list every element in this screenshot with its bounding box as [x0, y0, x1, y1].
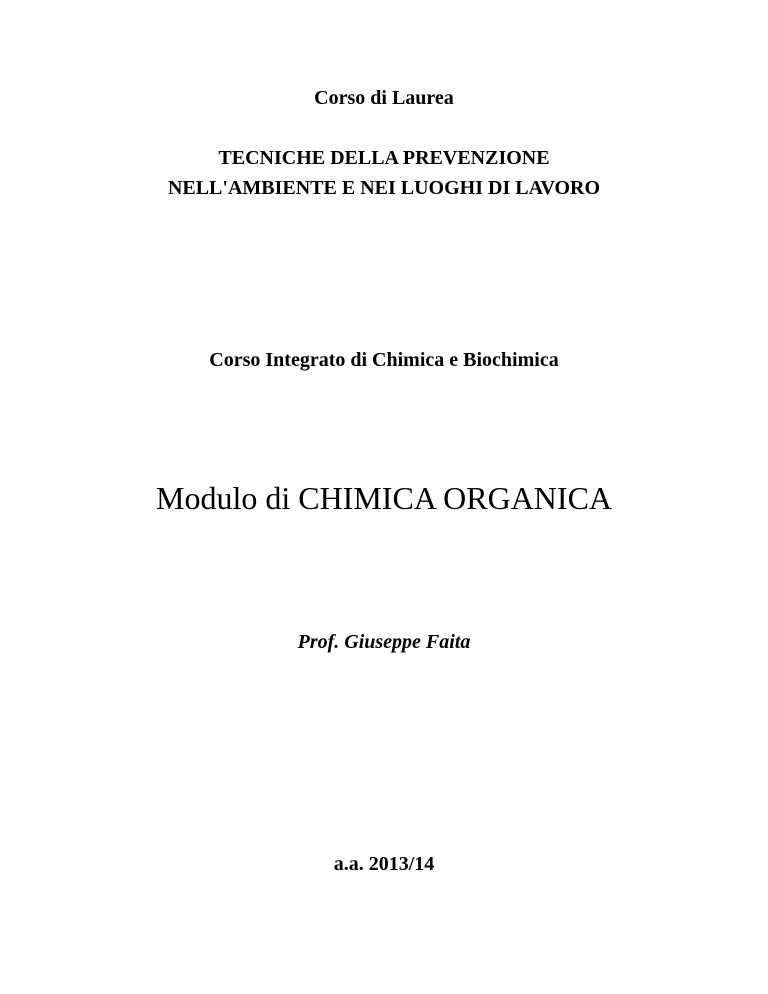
- degree-course-name: [0, 143, 768, 203]
- degree-course-label: Corso di Laurea: [314, 87, 454, 109]
- module-title: Modulo di CHIMICA ORGANICA: [155, 480, 613, 516]
- degree-name-line-2: NELL'AMBIENTE E NEI LUOGHI DI LAVORO: [167, 177, 601, 199]
- integrated-course-title: Corso Integrato di Chimica e Biochimica: [209, 349, 559, 371]
- professor-name: Prof. Giuseppe Faita: [297, 631, 471, 653]
- degree-name-line-1: TECNICHE DELLA PREVENZIONE: [218, 147, 550, 169]
- academic-year: a.a. 2013/14: [333, 853, 435, 875]
